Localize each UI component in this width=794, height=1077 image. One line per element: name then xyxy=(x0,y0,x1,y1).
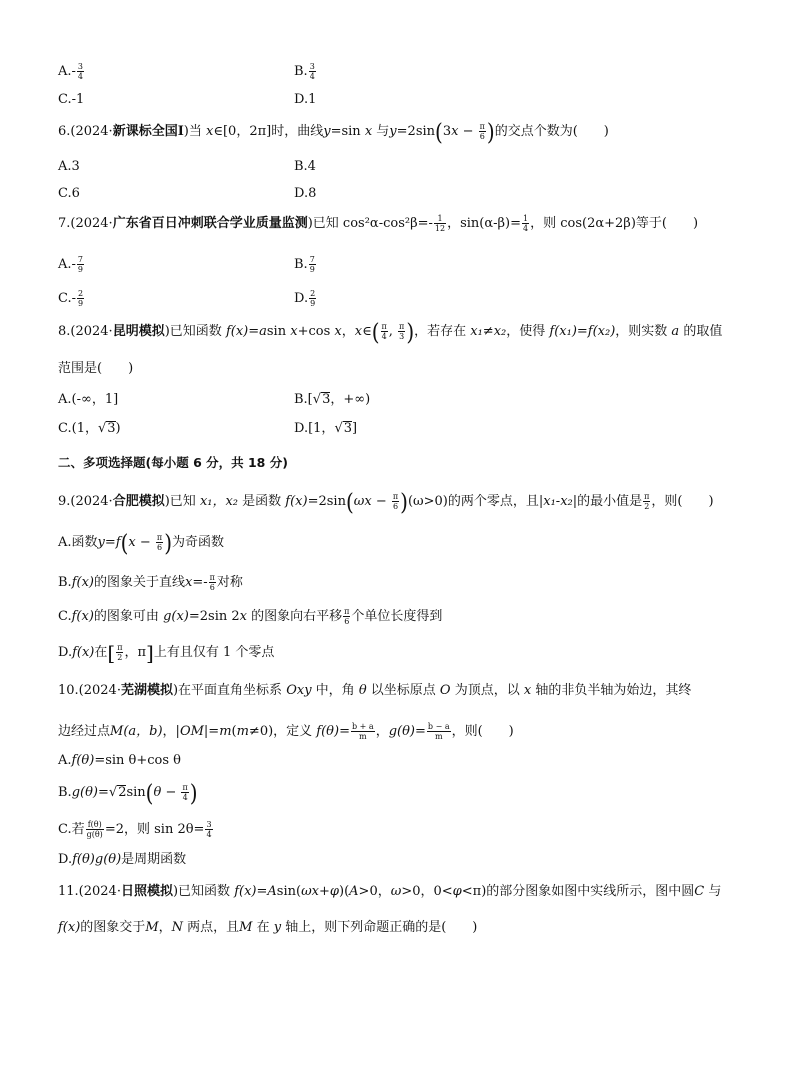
q8-source: 昆明模拟 xyxy=(112,324,165,339)
q5-option-b xyxy=(294,62,317,81)
q5-option-a-fraction: $\frac{3}{4}$ xyxy=(77,62,84,81)
q5-option-a xyxy=(58,62,85,81)
q5-option-b-fraction: $\frac{3}{4}$ xyxy=(309,62,315,81)
q6-option-a: A.3 xyxy=(58,159,80,174)
q10-option-b: B.g(θ)=√2sin(θ − $\frac{\pi}{4}$ ) xyxy=(58,778,198,807)
q10-option-c: C.若 $\frac{f(\theta)}{g(\theta)}$ =2，则 sin 2θ= $\frac{3}{4}$ xyxy=(58,820,212,839)
q7-option-a: A.- $\frac{7}{9}$ xyxy=(58,255,84,274)
q6-option-d: D.8 xyxy=(294,186,317,201)
q8-stem-line2: 范围是( ) xyxy=(58,361,134,376)
q7-option-c: C.- $\frac{2}{9}$ xyxy=(58,289,84,308)
q8-option-b: B.[√3，+∞) xyxy=(294,392,371,407)
q11-stem-line1: 11.(2024·日照模拟)已知函数 f(x)=Asin(ωx+φ)(A>0，ω>0，0<φ<π)的部分图象如图中实线所示，图中圆C 与 xyxy=(58,884,722,899)
q7-source: 广东省百日冲刺联合学业质量监测 xyxy=(112,216,308,231)
q9-option-c: C.f(x)的图象可由 g(x)=2sin 2x 的图象向右平移 $\frac{\pi}{6}$ 个单位长度得到 xyxy=(58,607,443,626)
q10-option-d: D.f(θ)g(θ)是周期函数 xyxy=(58,852,187,867)
q8-option-c: C.(1，√3) xyxy=(58,421,121,436)
q10-source: 芜湖模拟 xyxy=(120,683,173,698)
q11-stem-line2: f(x)的图象交于M，N 两点，且M 在 y 轴上，则下列命题正确的是( ) xyxy=(58,920,478,935)
q6-option-b: B.4 xyxy=(294,159,316,174)
q5-option-c: C.-1 xyxy=(58,92,85,107)
q5-option-b-prefix: B. xyxy=(294,64,308,79)
q10-option-a: A.f(θ)=sin θ+cos θ xyxy=(58,753,182,768)
section-heading: 二、多项选择题(每小题 6 分，共 18 分) xyxy=(58,455,288,470)
q7-option-b: B. $\frac{7}{9}$ xyxy=(294,255,315,274)
q6-source: 新课标全国Ⅰ xyxy=(112,124,184,139)
q7-option-d: D. $\frac{2}{9}$ xyxy=(294,289,316,308)
q6-option-c: C.6 xyxy=(58,186,80,201)
q9-option-a: A.函数y=f(x − $\frac{\pi}{6}$ )为奇函数 xyxy=(58,528,225,557)
q10-stem-line2: 边经过点M(a，b)，|OM|=m(m≠0)，定义 f(θ)= $\frac{b + a}{m}$ ，g(θ)= $\frac{b - a}{m}$ ，则( ) xyxy=(58,722,514,741)
q9-source: 合肥模拟 xyxy=(112,494,165,509)
q8-stem-line1: 8.(2024·昆明模拟)已知函数 f(x)=asin x+cos x，x∈( $\frac{\pi}{4}$ , $\frac{\pi}{3}$ )，若存在 x₁≠x₂，使得 f(x₁)=f(x₂)，则实数 a 的取值 xyxy=(58,317,723,346)
q11-source: 日照模拟 xyxy=(120,884,173,899)
q9-option-d: D.f(x)在[ $\frac{\pi}{2}$ ，π]上有且仅有 1 个零点 xyxy=(58,640,275,665)
q5-option-d: D.1 xyxy=(294,92,317,107)
q8-option-d: D.[1，√3] xyxy=(294,421,358,436)
q5-option-a-prefix: A.- xyxy=(58,64,76,79)
q7-stem: 7.(2024·广东省百日冲刺联合学业质量监测)已知 cos²α-cos²β=- $\frac{1}{12}$ ，sin(α-β)= $\frac{1}{4}$ ，则 cos(2α+2β)等于( ) xyxy=(58,214,699,233)
q8-option-a: A.(-∞，1] xyxy=(58,392,119,407)
q9-option-b: B.f(x)的图象关于直线x=- $\frac{\pi}{6}$ 对称 xyxy=(58,573,243,592)
q9-stem: 9.(2024·合肥模拟)已知 x₁，x₂ 是函数 f(x)=2sin(ωx − $\frac{\pi}{6}$ )(ω>0)的两个零点，且|x₁-x₂|的最小值是 $\frac{\pi}{2}$ ，则( ) xyxy=(58,487,714,516)
q6-stem: 6.(2024·新课标全国Ⅰ)当 x∈[0，2π]时，曲线y=sin x 与y=2sin(3x − $\frac{\pi}{6}$ )的交点个数为( ) xyxy=(58,117,609,146)
q10-stem-line1: 10.(2024·芜湖模拟)在平面直角坐标系 Oxy 中，角 θ 以坐标原点 O 为顶点，以 x 轴的非负半轴为始边，其终 xyxy=(58,683,692,698)
